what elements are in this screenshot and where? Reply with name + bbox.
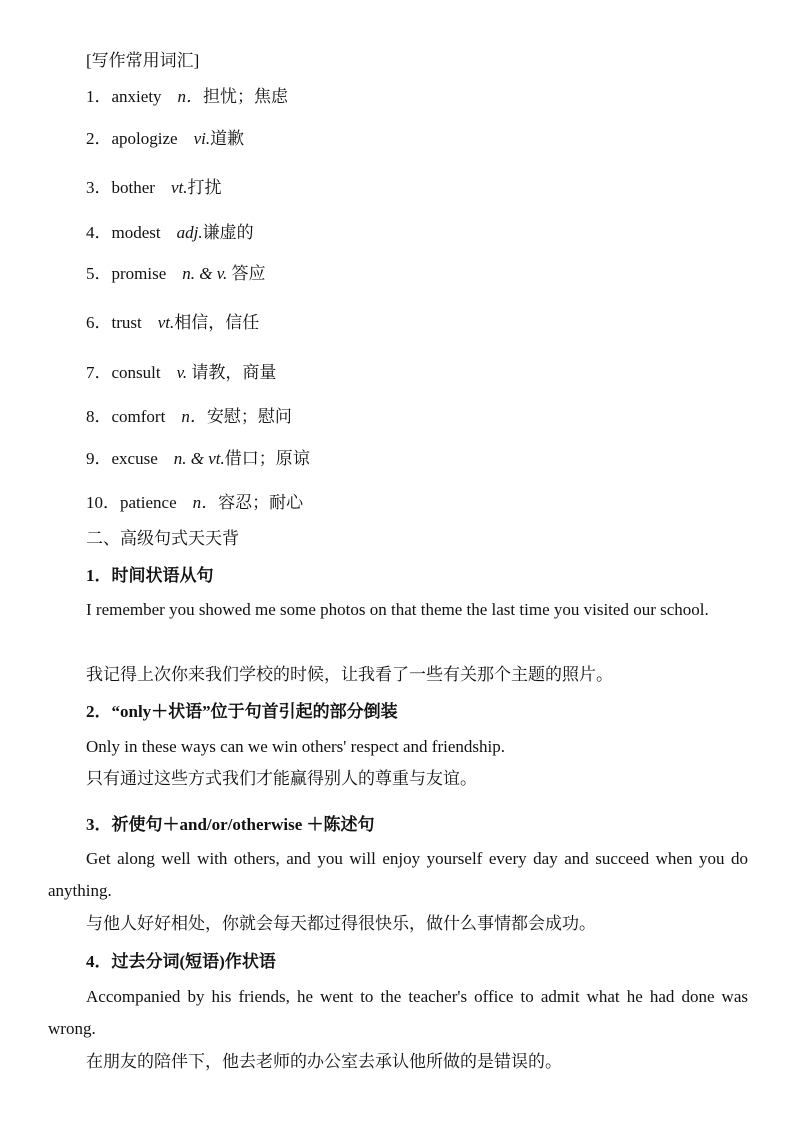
vocab-meaning: 安慰；慰问 <box>206 407 292 426</box>
vocab-meaning: 请教，商量 <box>191 363 277 382</box>
item-4-chinese: 在朋友的陪伴下，他去老师的办公室去承认他所做的是错误的。 <box>86 1052 562 1071</box>
item-4-english: Accompanied by his friends, he went to the teacher's office to admit what he had done was wrong. <box>48 987 748 1038</box>
vocab-word: anxiety <box>111 87 162 106</box>
vocab-num: 5． <box>86 264 112 283</box>
vocab-meaning: 打扰 <box>187 178 222 197</box>
vocab-word: modest <box>111 223 161 242</box>
item-3-english: Get along well with others, and you will enjoy yourself every day and succeed when you do anything. <box>48 849 748 900</box>
vocab-word: consult <box>111 363 161 382</box>
vocab-meaning: 借口；原谅 <box>224 449 310 468</box>
item-2-chinese: 只有通过这些方式我们才能赢得别人的尊重与友谊。 <box>86 769 477 788</box>
vocab-pos: adj. <box>176 223 203 242</box>
vocab-word: excuse <box>111 449 158 468</box>
vocab-word: trust <box>111 313 142 332</box>
vocab-num: 8． <box>86 407 112 426</box>
item-3-chinese: 与他人好好相处，你就会每天都过得很快乐，做什么事情都会成功。 <box>86 914 596 933</box>
vocab-item-10 <box>86 492 303 514</box>
vocab-word: patience <box>120 493 177 512</box>
vocab-item-9 <box>86 448 310 470</box>
vocab-pos: v. <box>176 363 188 382</box>
vocab-item-4 <box>86 222 254 244</box>
vocab-meaning: 担忧；焦虑 <box>203 87 289 106</box>
vocab-num: 10． <box>86 493 120 512</box>
vocab-meaning: 道歉 <box>210 129 245 148</box>
vocab-meaning: 谦虚的 <box>202 223 254 242</box>
item-2-title: 2．“only＋状语”位于句首引起的部分倒装 <box>86 702 398 721</box>
item-2-english: Only in these ways can we win others' respect and friendship. <box>86 737 505 756</box>
vocab-pos: vi. <box>193 129 211 148</box>
vocab-pos: vt. <box>157 313 175 332</box>
item-1-title: 1．时间状语从句 <box>86 566 214 585</box>
vocab-word: apologize <box>111 129 178 148</box>
vocab-word: comfort <box>111 407 166 426</box>
vocab-meaning: 答应 <box>231 264 266 283</box>
vocab-pos: n. & vt. <box>173 449 225 468</box>
vocab-item-5 <box>86 263 266 285</box>
vocab-num: 2． <box>86 129 112 148</box>
vocab-pos: n． <box>181 407 207 426</box>
vocab-word: promise <box>111 264 167 283</box>
vocab-num: 7． <box>86 363 112 382</box>
item-3-title: 3．祈使句＋and/or/otherwise ＋陈述句 <box>86 815 375 834</box>
vocab-item-6 <box>86 312 259 334</box>
vocab-pos: n． <box>192 493 219 512</box>
item-4-title: 4．过去分词(短语)作状语 <box>86 952 276 971</box>
vocab-num: 4． <box>86 223 112 242</box>
item-1-chinese: 我记得上次你来我们学校的时候，让我看了一些有关那个主题的照片。 <box>86 665 613 684</box>
vocab-pos: n． <box>177 87 204 106</box>
vocab-item-8 <box>86 406 292 428</box>
vocab-item-1 <box>86 86 288 108</box>
vocab-item-7 <box>86 362 276 384</box>
vocab-word: bother <box>111 178 155 197</box>
vocab-meaning: 相信，信任 <box>174 313 260 332</box>
vocab-num: 6． <box>86 313 112 332</box>
vocab-num: 9． <box>86 449 112 468</box>
vocab-item-3 <box>86 177 221 199</box>
vocab-pos: vt. <box>170 178 188 197</box>
section-heading: [写作常用词汇] <box>86 51 200 70</box>
item-1-english: I remember you showed me some photos on that theme the last time you visited our school. <box>86 600 709 619</box>
vocab-item-2 <box>86 128 244 150</box>
vocab-meaning: 容忍；耐心 <box>218 493 304 512</box>
vocab-pos: n. & v. <box>182 264 228 283</box>
vocab-num: 1． <box>86 87 112 106</box>
vocab-num: 3． <box>86 178 112 197</box>
part-two-title: 二、高级句式天天背 <box>86 529 239 548</box>
